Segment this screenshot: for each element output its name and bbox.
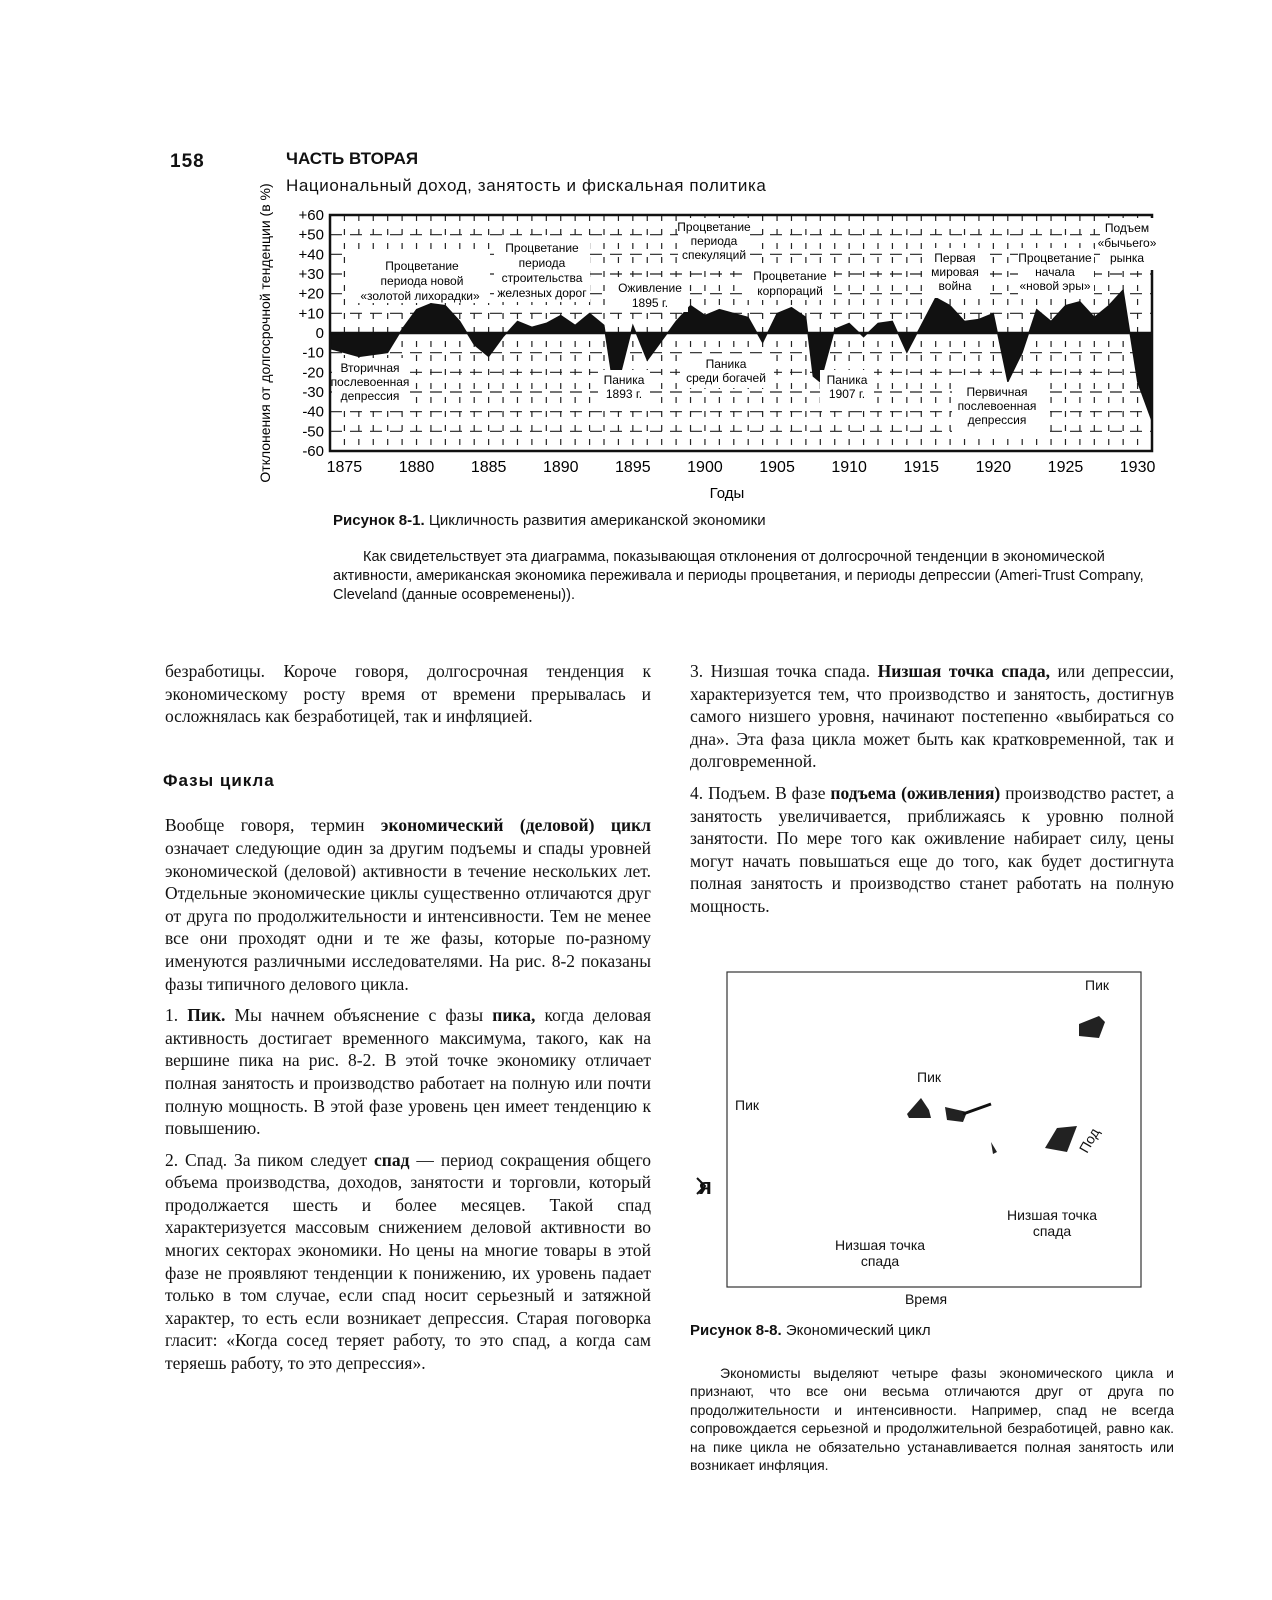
x-tick-label: 1925 (1047, 459, 1084, 476)
fragment-rise (1045, 1126, 1077, 1152)
fragment-peak-mid (907, 1098, 931, 1118)
paragraph-peak: 1. Пик. Мы начнем объяснение с фазы пика, когда деловая активность достигает временного максимума, такого, как на вершине пика на рис. 8-2. В этой точке экономику отличает полная занятость и производство работает на полную или почти полную мощность. В этой фазе уровень цен имеет тенденцию к повышению. (165, 1005, 651, 1139)
x-tick-label: 1895 (615, 459, 651, 476)
svg-text:депрессия: депрессия (967, 413, 1027, 427)
y-tick-label: +40 (298, 246, 324, 264)
x-tick-label: 1875 (326, 459, 363, 476)
label-peak-right: Пик (1085, 977, 1110, 993)
term-peak-label: Пик. (187, 1005, 226, 1026)
svg-text:периода: периода (518, 256, 566, 270)
svg-text:Процветание: Процветание (753, 269, 827, 283)
annotation-speculation (677, 218, 751, 264)
figure1-caption (333, 512, 766, 529)
annotation-panic-1907 (820, 370, 874, 404)
svg-text:среди богачей: среди богачей (686, 371, 766, 385)
svg-text:Паника: Паника (826, 373, 868, 387)
paragraph-trough: 3. Низшая точка спада. Низшая точка спада, или депрессии, характеризуется тем, что производство и занятость, достигнув самого низшего уровня, начинают постепенно «выбираться со дна». Эта фаза цикла может быть как кратковременной, так и долговременной. (690, 661, 1174, 772)
paragraph-definition: Вообще говоря, термин экономический (деловой) цикл означает следующие один за другим подъемы и спады уровней экономической (деловой) активности в течение нескольких лет. Отдельные экономические циклы существенно отличаются друг от друга по продолжительности и интенсивности. Тем не менее все они проходят одни и те же фазы, которые по-разному именуются различными исследователями. На рис. 8-2 показаны фазы типичного делового цикла. (165, 815, 651, 994)
svg-text:1895 г.: 1895 г. (631, 296, 669, 310)
svg-text:послевоенная: послевоенная (957, 399, 1037, 413)
figure2-caption-number: Рисунок 8-8. (690, 1322, 782, 1339)
annotation-new-era (1018, 248, 1094, 298)
svg-text:Процветание: Процветание (385, 259, 459, 273)
svg-text:Паника: Паника (705, 357, 747, 371)
x-axis-label: Годы (709, 485, 745, 502)
figure1-caption-number: Рисунок 8-1. (333, 512, 425, 529)
figure2-description: Экономисты выделяют четыре фазы экономического цикла и признают, что все они весьма отличаются друг от друга по продолжительности и интенсивности. Например, спад не всегда сопровождается серьезной и продолжительной безработицей, равно как. на пике цикла не обязательно устанавливается полная занятость или возникает инфляция. (690, 1365, 1174, 1474)
term-recession: спад (374, 1149, 410, 1170)
label-trough-left-2: спада (860, 1253, 900, 1269)
svg-text:Первая: Первая (934, 251, 976, 265)
svg-text:Процветание: Процветание (677, 220, 751, 234)
svg-text:спекуляций: спекуляций (681, 248, 747, 262)
svg-text:Процветание: Процветание (1018, 251, 1092, 265)
x-tick-label: 1910 (831, 459, 867, 476)
svg-text:железных дорог: железных дорог (497, 286, 587, 300)
label-peak-mid: Пик (917, 1069, 942, 1085)
x-tick-label: 1900 (687, 459, 723, 476)
y-tick-label: 0 (315, 325, 324, 342)
paragraph-unemployment: безработицы. Короче говоря, долгосрочная тенденция к экономическому росту время от времени прерывалась и осложнялась как безработицей, так и инфляцией. (165, 661, 651, 727)
paragraph-recovery: 4. Подъем. В фазе подъема (оживления) производство растет, а занятость увеличивается, приближаясь к уровню полной занятости. По мере того как оживление набирает силу, цены могут начать повышаться еще до того, как будет достигнута полная занятость и производство станет работать на полную мощность. (690, 782, 1174, 916)
diagram-frame (727, 972, 1141, 1287)
y-tick-label: +20 (298, 285, 324, 303)
label-peak-left: Пик (735, 1097, 760, 1113)
figure1-description: Как свидетельствует эта диаграмма, показывающая отклонения от долгосрочной тенденции в экономической активности, американская экономика переживала и периоды процветания, и периоды депрессии (Ameri-Trust Company, Cleveland (данные осовременены)). (333, 549, 1144, 603)
figure2-caption-title: Экономический цикл (785, 1322, 931, 1339)
svg-text:корпораций: корпораций (757, 284, 823, 298)
svg-text:депрессия: депрессия (340, 389, 400, 403)
svg-text:Первичная: Первичная (966, 385, 1028, 399)
y-tick-label: +30 (298, 266, 324, 283)
svg-text:послевоенная: послевоенная (330, 375, 410, 389)
diagram-labels (698, 977, 1110, 1307)
section-heading: Фазы цикла (163, 770, 275, 790)
annotation-gold-rush (350, 253, 490, 303)
x-tick-label: 1880 (398, 459, 435, 476)
y-tick-label: -40 (302, 403, 324, 421)
y-tick-label: +10 (298, 305, 324, 323)
annotation-railroad (494, 236, 590, 302)
svg-text:рынка: рынка (1109, 251, 1145, 265)
y-tick-label: -60 (302, 443, 324, 460)
annotation-corporations (742, 266, 834, 300)
annotation-primary-depression (952, 382, 1042, 432)
figure2-caption (690, 1322, 931, 1339)
annotation-bull-market (1098, 218, 1157, 270)
term-trough: Низшая точка спада, (877, 661, 1050, 681)
svg-text:1893 г.: 1893 г. (605, 387, 643, 401)
annotation-panic-1893 (598, 370, 650, 404)
svg-text:начала: начала (1035, 265, 1075, 279)
svg-text:1907 г.: 1907 г. (828, 387, 866, 401)
x-tick-label: 1915 (903, 459, 940, 476)
part-title: ЧАСТЬ ВТОРАЯ (286, 149, 419, 168)
x-tick-label: 1890 (542, 459, 579, 476)
svg-text:мировая: мировая (931, 265, 979, 279)
term-business-cycle: экономический (деловой) цикл (380, 815, 651, 836)
label-trough-right-2: спада (1032, 1223, 1072, 1239)
term-peak: пика, (492, 1005, 536, 1026)
y-tick-labels (299, 207, 324, 460)
x-tick-label: 1905 (759, 459, 795, 476)
figure-economic-cycle-diagram (699, 972, 1172, 1312)
fragment-small (991, 1142, 997, 1154)
svg-text:Паника: Паника (603, 373, 645, 387)
svg-text:строительства: строительства (501, 271, 583, 285)
svg-text:Процветание: Процветание (505, 241, 579, 255)
annotation-revival-1895 (610, 278, 688, 312)
svg-text:периода новой: периода новой (380, 274, 464, 288)
figure1-caption-title: Цикличность развития американской экономики (428, 512, 766, 529)
x-tick-labels (327, 459, 1156, 476)
y-tick-label: +60 (298, 207, 324, 224)
term-recovery: подъема (оживления) (830, 782, 1001, 803)
page-number: 158 (170, 151, 205, 172)
label-y-glyph: я (699, 1174, 712, 1199)
paragraph-recession: 2. Спад. За пиком следует спад — период сокращения общего объема производства, доходов, занятости и торговли, который продолжается шесть и более месяцев. Такой спад характеризуется массовым снижением деловой активности во многих секторах экономики. Но цены на многие товары в этой фазе не проявляют тенденции к понижению, их уровень падает только в том случае, если спад носит серьезный и затяжной характер, то есть если возникает депрессия. Старая поговорка гласит: «Когда сосед теряет работу, то это спад, а когда сам теряешь работу, то это депрессия». (165, 1149, 651, 1374)
fragment-peak-right (1079, 1016, 1105, 1038)
label-rise: Под (1075, 1125, 1103, 1156)
x-tick-label: 1930 (1119, 459, 1156, 476)
y-axis-label: Отклонения от долгосрочной тенденции (в %) (257, 183, 273, 483)
svg-text:периода: периода (690, 234, 738, 248)
annotation-secondary-depression (331, 358, 410, 408)
x-tick-label: 1885 (470, 459, 507, 476)
svg-text:«новой эры»: «новой эры» (1019, 279, 1091, 293)
svg-text:Подъем: Подъем (1104, 221, 1150, 235)
y-tick-label: -30 (302, 384, 324, 401)
part-subtitle: Национальный доход, занятость и фискальная политика (286, 176, 767, 195)
right-column (690, 660, 1174, 918)
x-axis-label-time: Время (904, 1291, 948, 1307)
y-tick-label: -20 (302, 364, 324, 382)
svg-text:Вторичная: Вторичная (340, 361, 400, 375)
svg-text:война: война (938, 279, 972, 293)
annotation-ww1 (924, 248, 986, 298)
left-column (165, 660, 651, 1375)
svg-text:«бычьего»: «бычьего» (1097, 236, 1157, 250)
svg-text:«золотой лихорадки»: «золотой лихорадки» (360, 289, 480, 303)
x-tick-label: 1920 (975, 459, 1012, 476)
y-tick-label: -10 (302, 344, 324, 362)
y-tick-label: -50 (302, 423, 324, 441)
label-trough-left-1: Низшая точка (834, 1237, 926, 1253)
annotation-rich-panic (680, 354, 774, 388)
svg-text:Оживление: Оживление (618, 281, 682, 295)
y-tick-label: +50 (298, 226, 324, 244)
label-trough-right-1: Низшая точка (1006, 1207, 1098, 1223)
